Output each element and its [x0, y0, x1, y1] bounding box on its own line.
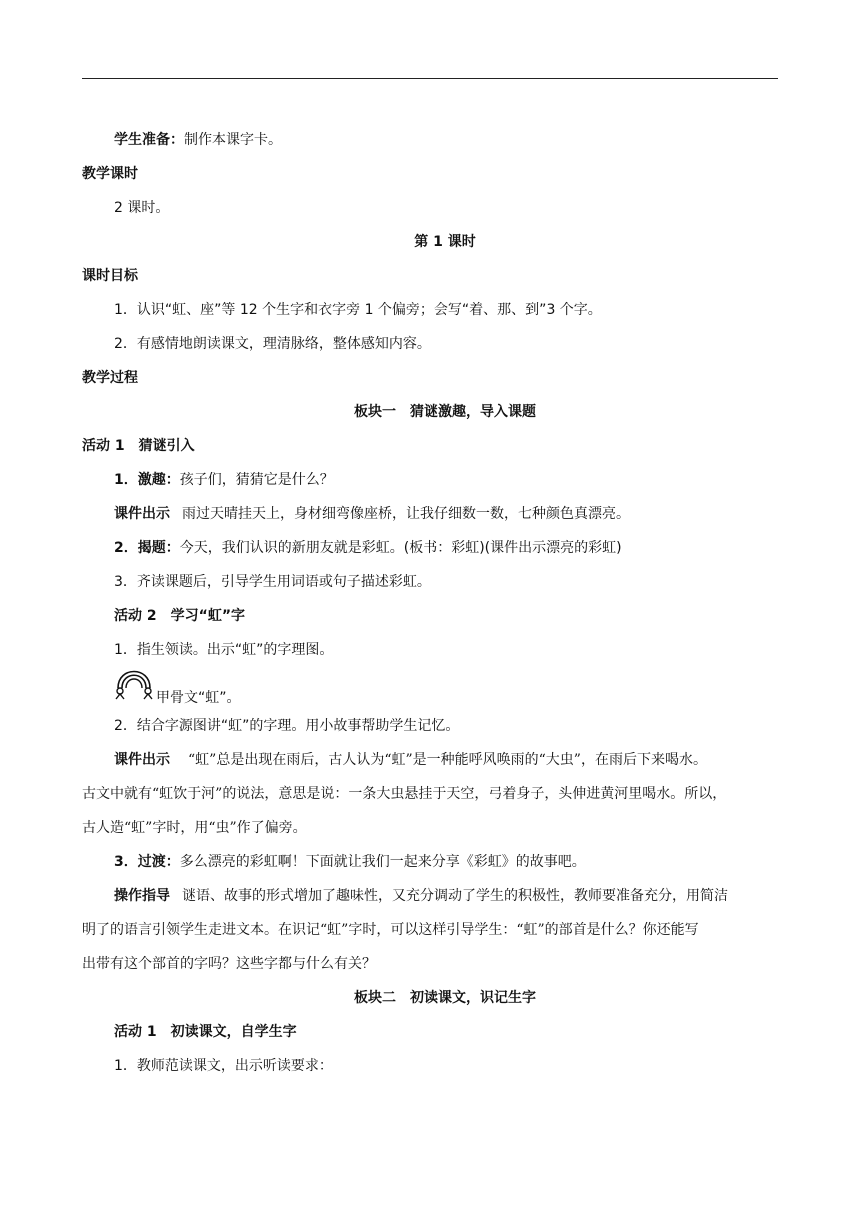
block2-step1: 1．教师范读课文，出示听读要求： — [114, 1058, 333, 1074]
oracle-bone-hong-glyph — [112, 662, 156, 700]
block1-step3: 3．齐读课题后，引导学生用词语或句子描述彩虹。 — [114, 574, 431, 590]
process-heading: 教学过程 — [82, 370, 138, 386]
block1-title: 板块一 猜谜激趣，导入课题 — [354, 404, 536, 420]
prep-text: 制作本课字卡。 — [184, 132, 282, 148]
oracle-caption: 甲骨文“虹”。 — [156, 690, 241, 706]
block2-title: 板块二 初读课文，识记生字 — [354, 990, 536, 1006]
transition-label: 3．过渡： — [114, 854, 180, 870]
courseware2-line1 — [114, 750, 778, 770]
goals-heading: 课时目标 — [82, 268, 138, 284]
transition-line — [114, 852, 778, 872]
courseware2-text-1: “虹”总是出现在雨后，古人认为“虹”是一种能呼风唤雨的“大虫”，在雨后下来喝水。 — [188, 752, 707, 768]
block2-activity1: 活动 1 初读课文，自学生字 — [114, 1024, 297, 1040]
goal-item-2: 2．有感情地朗读课文，理清脉络，整体感知内容。 — [114, 336, 431, 352]
step2-label: 2．揭题： — [114, 540, 180, 556]
guide-text-1: 谜语、故事的形式增加了趣味性，又充分调动了学生的积极性，教师要准备充分，用简洁 — [182, 888, 728, 904]
hours-text: 2 课时。 — [114, 200, 170, 216]
courseware2-label: 课件出示 — [114, 752, 170, 768]
guide-label: 操作指导 — [114, 888, 170, 904]
prep-line — [114, 130, 778, 150]
courseware2-line3: 古人造“虹”字时，用“虫”作了偏旁。 — [82, 820, 307, 836]
courseware1-text: 雨过天晴挂天上，身材细弯像座桥，让我仔细数一数，七种颜色真漂亮。 — [182, 506, 630, 522]
a2-step2: 2．结合字源图讲“虹”的字理。用小故事帮助学生记忆。 — [114, 718, 460, 734]
block1-step2 — [114, 538, 778, 558]
block1-activity1: 活动 1 猜谜引入 — [82, 438, 195, 454]
header-rule — [82, 78, 778, 79]
transition-text: 多么漂亮的彩虹啊！下面就让我们一起来分享《彩虹》的故事吧。 — [179, 854, 586, 870]
step1-text: 孩子们，猜猜它是什么？ — [179, 472, 334, 488]
hours-heading: 教学课时 — [82, 166, 138, 182]
step2-text: 今天，我们认识的新朋友就是彩虹。(板书：彩虹)(课件出示漂亮的彩虹) — [179, 540, 622, 556]
block1-step1 — [114, 470, 778, 490]
goal-item-1: 1．认识“虹、座”等 12 个生字和衣字旁 1 个偏旁；会写“着、那、到”3 个字。 — [114, 302, 602, 318]
guide-line1 — [114, 886, 778, 906]
courseware2-line2: 古文中就有“虹饮于河”的说法，意思是说：一条大虫悬挂于天空，弓着身子，头伸进黄河里喝水。所以， — [82, 786, 727, 802]
a2-step1: 1．指生领读。出示“虹”的字理图。 — [114, 642, 334, 658]
block1-activity2: 活动 2 学习“虹”字 — [114, 608, 246, 624]
lesson-title: 第 1 课时 — [414, 234, 476, 250]
courseware1-label: 课件出示 — [114, 506, 170, 522]
guide-line2: 明了的语言引领学生走进文本。在识记“虹”字时，可以这样引导学生：“虹”的部首是什么？你还能写 — [82, 922, 699, 938]
guide-line3: 出带有这个部首的字吗？这些字都与什么有关？ — [82, 956, 376, 972]
step1-label: 1．激趣： — [114, 472, 180, 488]
prep-label: 学生准备： — [114, 132, 184, 148]
courseware1 — [114, 504, 778, 524]
